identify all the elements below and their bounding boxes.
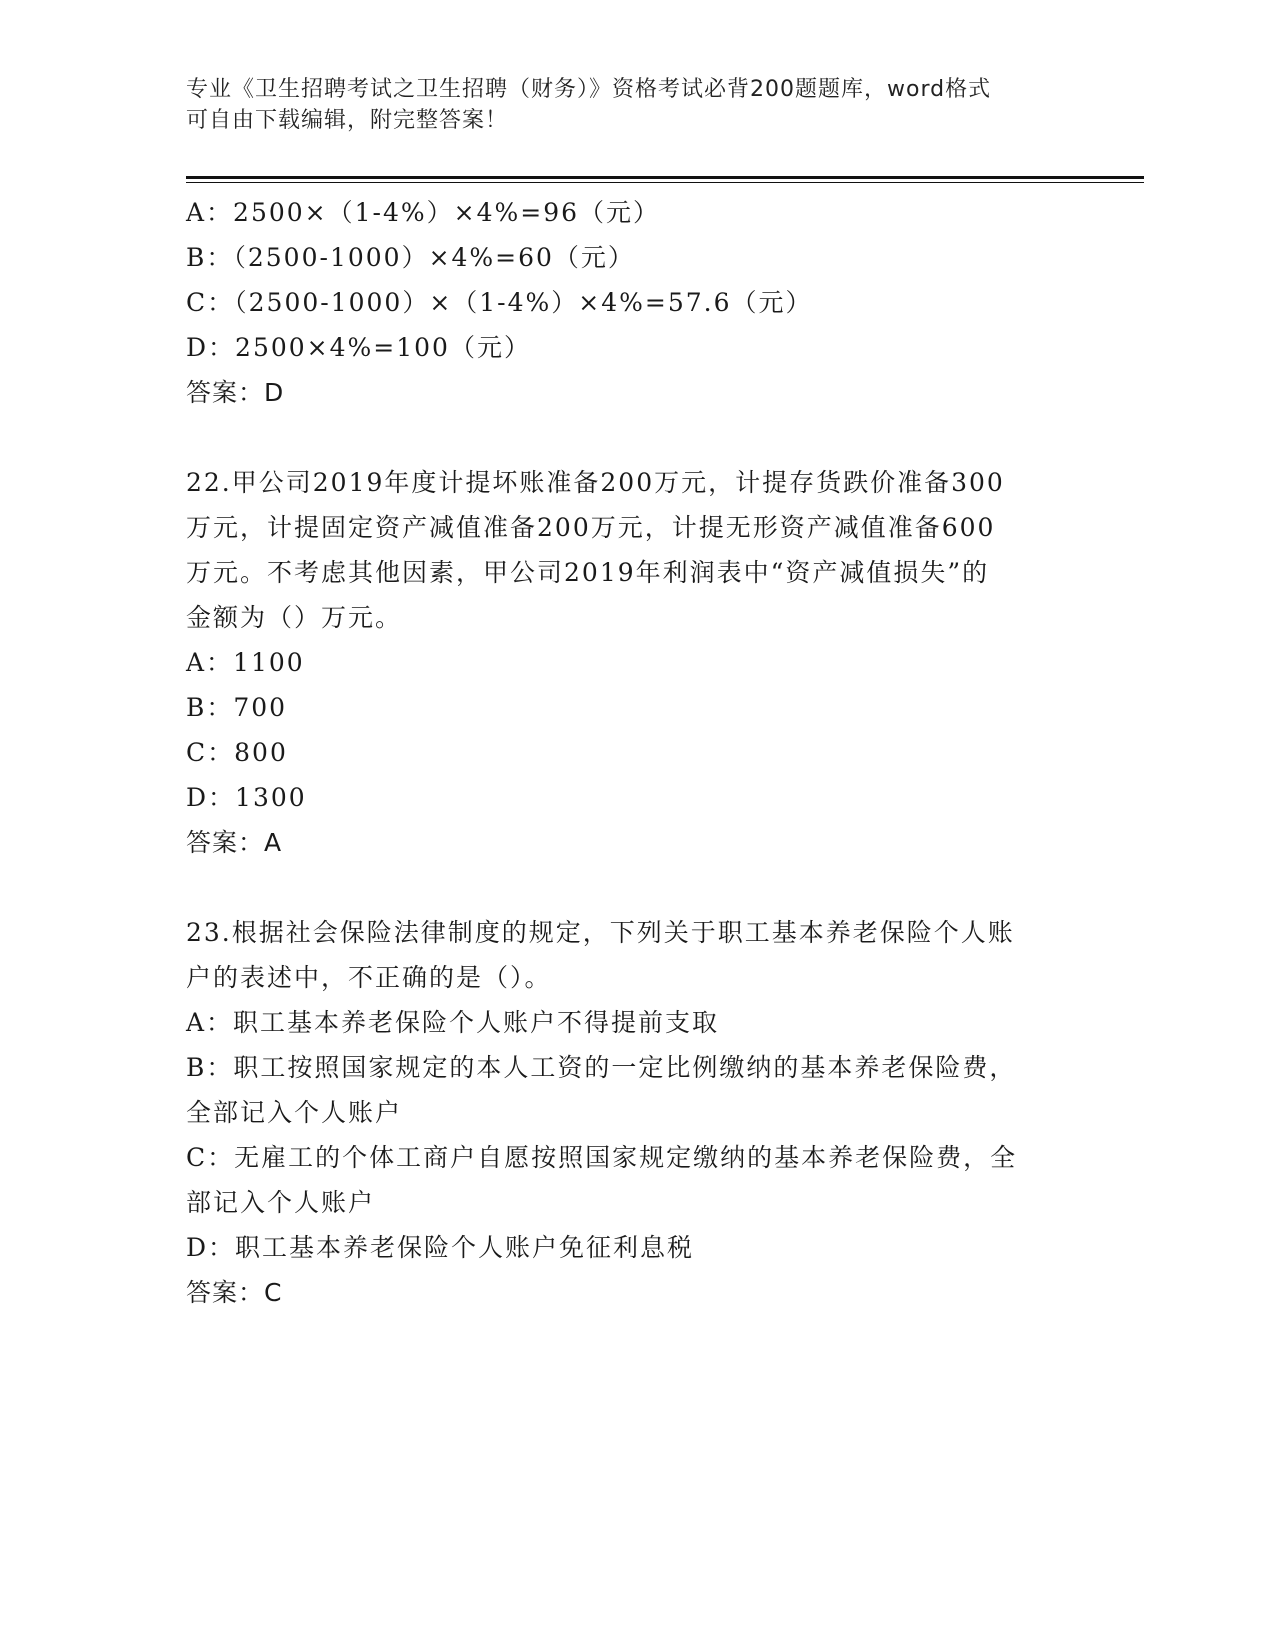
question-22 xyxy=(186,460,1086,865)
question-stem-line: 万元。不考虑其他因素，甲公司2019年利润表中“资产减值损失”的 xyxy=(186,558,990,587)
option-d: D：2500×4%=100（元） xyxy=(186,333,531,362)
header-divider-thin xyxy=(186,182,1144,183)
option-d: D：职工基本养老保险个人账户免征利息税 xyxy=(186,1233,695,1262)
question-21 xyxy=(186,190,1086,415)
document-header xyxy=(186,74,1086,136)
option-d: D：1300 xyxy=(186,783,307,812)
option-c: C：无雇工的个体工商户自愿按照国家规定缴纳的基本养老保险费，全 xyxy=(186,1143,1018,1172)
question-stem-line: 万元，计提固定资产减值准备200万元，计提无形资产减值准备600 xyxy=(186,513,996,542)
header-divider-thick xyxy=(186,176,1144,179)
option-b: B：（2500-1000）×4%=60（元） xyxy=(186,243,635,272)
option-b: B：700 xyxy=(186,693,288,722)
spacer xyxy=(186,415,1086,460)
option-c: C：（2500-1000）×（1-4%）×4%=57.6（元） xyxy=(186,288,813,317)
question-stem-line: 23.根据社会保险法律制度的规定，下列关于职工基本养老保险个人账 xyxy=(186,918,1015,947)
spacer xyxy=(186,865,1086,910)
option-a: A：2500×（1-4%）×4%=96（元） xyxy=(186,198,661,227)
option-a: A：职工基本养老保险个人账户不得提前支取 xyxy=(186,1008,720,1037)
option-b: B：职工按照国家规定的本人工资的一定比例缴纳的基本养老保险费， xyxy=(186,1053,1017,1082)
question-stem-line: 金额为（）万元。 xyxy=(186,603,403,632)
document-body xyxy=(186,190,1086,1315)
option-a: A：1100 xyxy=(186,648,305,677)
question-stem-line: 22.甲公司2019年度计提坏账准备200万元，计提存货跌价准备300 xyxy=(186,468,1005,497)
header-line-2: 可自由下载编辑，附完整答案！ xyxy=(186,108,509,133)
header-line-1: 专业《卫生招聘考试之卫生招聘（财务）》资格考试必背200题题库，word格式 xyxy=(186,77,992,102)
option-c-continued: 部记入个人账户 xyxy=(186,1188,376,1217)
answer-text: 答案：D xyxy=(186,378,285,407)
answer-text: 答案：A xyxy=(186,828,283,857)
answer-text: 答案：C xyxy=(186,1278,283,1307)
option-c: C：800 xyxy=(186,738,288,767)
question-stem-line: 户的表述中，不正确的是（）。 xyxy=(186,963,552,992)
question-23 xyxy=(186,910,1086,1315)
option-b-continued: 全部记入个人账户 xyxy=(186,1098,403,1127)
